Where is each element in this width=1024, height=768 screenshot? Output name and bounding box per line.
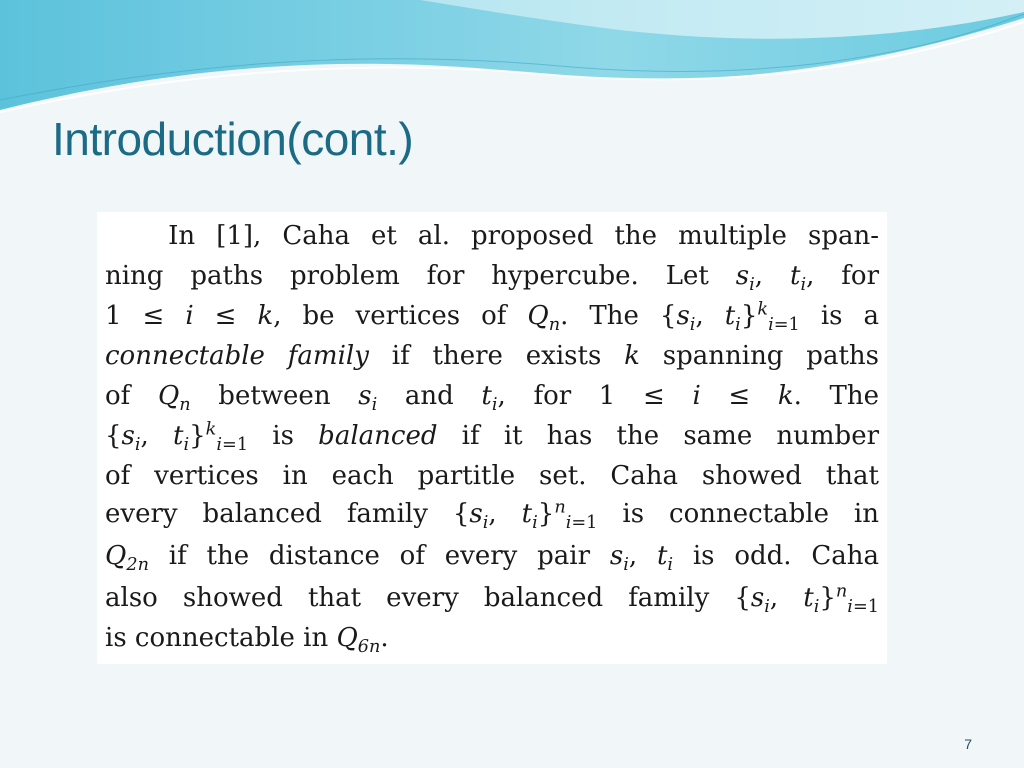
text-line-6: {$s_i$, $t_i\}^k_{i=1}$ is balanced if it has the same number: [105, 419, 880, 456]
text-line-7: of vertices in each partitle set. Caha showed that: [105, 461, 879, 491]
slide-title: Introduction(cont.): [52, 113, 414, 165]
page-number: 7: [964, 736, 972, 752]
text-line-10: also showed that every balanced family {$s_i$, $t_i\}^n_{i=1}$: [105, 581, 880, 618]
text-line-4: connectable family if there exists k spanning paths: [105, 341, 879, 371]
header-wave-decoration: [0, 0, 1024, 130]
text-line-1: In [1], Caha et al. proposed the multiple span-: [105, 221, 879, 251]
text-line-3: 1 ≤ i ≤ k, be vertices of $Q_n$. The {$s_i$, $t_i\}^k_{i=1}$ is a: [105, 299, 879, 336]
text-line-2: ning paths problem for hypercube. Let $s_i$, $t_i$, for: [105, 261, 879, 296]
text-line-11: is connectable in $Q_{6n}$.: [105, 623, 389, 658]
text-line-9: $Q_{2n}$ if the distance of every pair $s_i$, $t_i$ is odd. Caha: [105, 541, 879, 576]
scanned-text-block: [97, 212, 887, 534]
scanned-text-block-continued: [97, 534, 887, 664]
text-line-5: of $Q_n$ between $s_i$ and $t_i$, for 1 ≤ i ≤ k. The: [105, 381, 880, 416]
text-line-8: every balanced family {$s_i$, $t_i\}^n_{i=1}$ is connectable in: [105, 497, 879, 534]
